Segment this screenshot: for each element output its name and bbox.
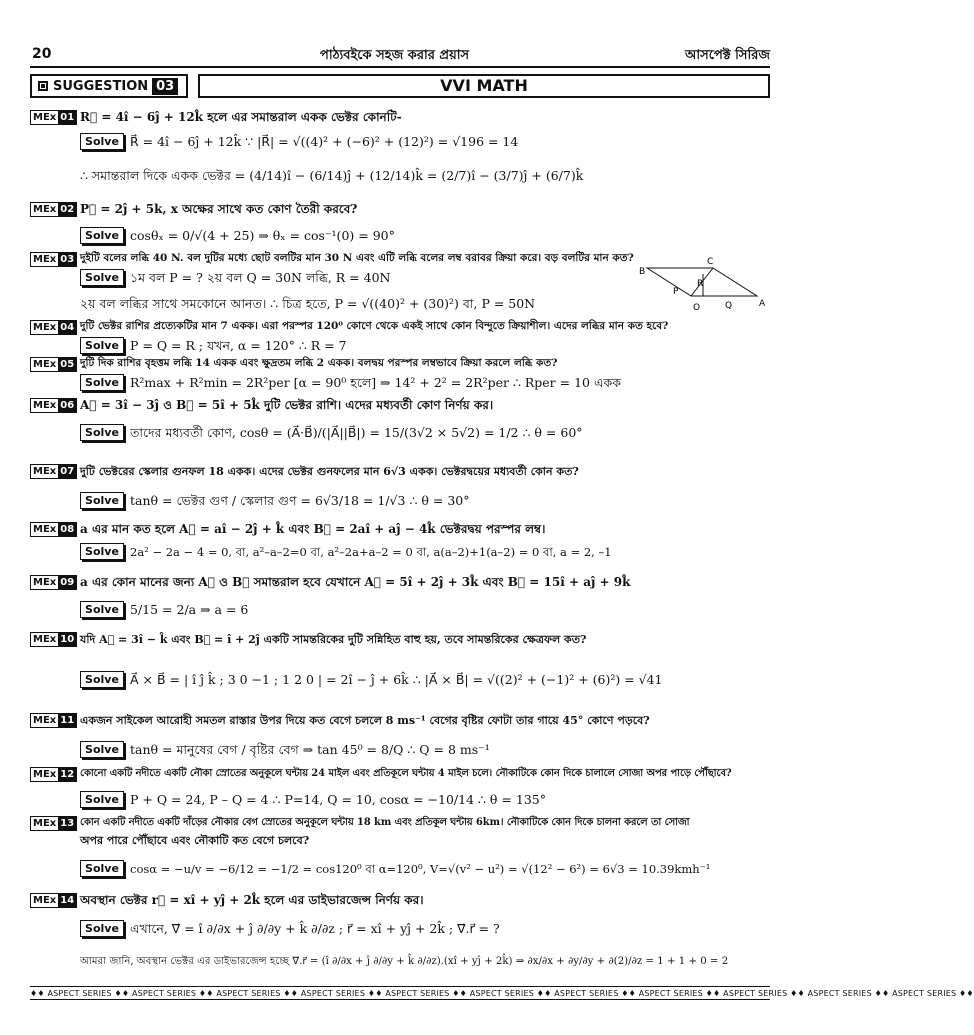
problem-number: 05 [60, 359, 75, 370]
section-title: VVI MATH [198, 74, 770, 98]
diagram-label-a: A [759, 299, 766, 309]
problem-solution: tanθ = মানুষের বেগ / বৃষ্টির বেগ ⇒ tan 45⁰ = 8/Q ∴ Q = 8 ms⁻¹ [130, 742, 490, 757]
problem-label [30, 110, 77, 125]
footer-strip: ♦♦ ASPECT SERIES ♦♦ ASPECT SERIES ♦♦ ASPECT SERIES ♦♦ ASPECT SERIES ♦♦ ASPECT SERIES ♦♦ ASPECT SERIES ♦♦ ASPECT SERIES ♦♦ ASPECT SERIES ♦♦ ASPECT SERIES ♦♦ ASPECT SERIES ♦♦ ASPECT SERIES ♦♦ [30, 986, 770, 1000]
problem-label [30, 893, 77, 908]
problem-solution: R²max + R²min = 2R²per [α = 90⁰ হলে] ⇒ 14² + 2² = 2R²per ∴ Rper = 10 একক [130, 375, 621, 390]
solve-label: Solve [80, 424, 124, 441]
problem-question: P⃗ = 2ĵ + 5k, x অক্ষের সাথে কত কোণ তৈরী করবে? [80, 202, 358, 216]
diagram-label-b: B [639, 267, 646, 277]
solve-label: Solve [80, 492, 124, 509]
problem-solution-extra: আমরা জানি, অবস্থান ভেক্টর এর ডাইভারজেন্স হচ্ছে ∇⃗.r⃗ = (î ∂/∂x + ĵ ∂/∂y + k̂ ∂/∂z).(xî + yĵ + 2k̂) ⇒ ∂x/∂x + ∂y/∂y + ∂(2)/∂z = 1 + 1 + 0 = 2 [80, 956, 729, 967]
suggestion-badge [30, 74, 188, 98]
problem-number: 06 [60, 400, 75, 411]
problem-solution: P = Q = R ; যখন, α = 120° ∴ R = 7 [130, 338, 347, 353]
diagram-label-r: R [697, 279, 704, 289]
problem-label [30, 398, 77, 413]
problem-label [30, 575, 77, 590]
problem-solution: 2a² − 2a − 4 = 0, বা, a²–a–2=0 বা, a²–2a+a–2 = 0 বা, a(a–2)+1(a–2) = 0 বা, a = 2, –1 [130, 545, 612, 559]
diagram-label-c: C [707, 257, 714, 267]
solve-label: Solve [80, 374, 124, 391]
problem-question: a এর কোন মানের জন্য A⃗ ও B⃗ সমান্তরাল হবে যেখানে A⃗ = 5î + 2ĵ + 3k̂ এবং B⃗ = 15î + aĵ + 9k̂ [80, 575, 631, 589]
problem-solution-extra: ২য় বল লব্ধির সাথে সমকোনে আনত। ∴ চিত্র হতে, P = √((40)² + (30)²) বা, P = 50N [80, 296, 536, 311]
problem-number: 12 [60, 769, 75, 780]
problem-question-continued: অপর পারে পৌঁছাবে এবং নৌকাটি কত বেগে চলবে? [80, 834, 310, 847]
mex-label: MEx [33, 400, 57, 411]
problem-solution: 5/15 = 2/a ⇒ a = 6 [130, 602, 249, 617]
problem-number: 02 [60, 204, 75, 215]
problem-number: 04 [60, 322, 75, 333]
mex-label: MEx [33, 769, 57, 780]
problem-question: যদি A⃗ = 3î − k̂ এবং B⃗ = î + 2ĵ একটি সামন্তরিকের দুটি সন্নিহিত বাহু হয়, তবে সামন্তরিকের ক্ষেত্রফল কত? [80, 633, 587, 646]
problem-question: a এর মান কত হলে A⃗ = aî − 2ĵ + k̂ এবং B⃗ = 2aî + aĵ − 4k̂ ভেক্টরদ্বয় পরস্পর লম্ব। [80, 522, 546, 536]
problem-question: দুইটি বলের লব্ধি 40 N. বল দুটির মধ্যে ছোট বলটির মান 30 N এবং এটি লব্ধি বলের লম্ব বরাবর ক্রিয়া করে। বড় বলটির মান কত? [80, 252, 634, 264]
problem-number: 14 [60, 895, 75, 906]
mex-label: MEx [33, 112, 57, 123]
problem-solution: cosα = −u/v = −6/12 = −1/2 = cos120⁰ বা α=120⁰, V=√(v² − u²) = √(12² − 6²) = 6√3 = 10.39kmh⁻¹ [130, 862, 711, 876]
problem-question: কোনো একটি নদীতে একটি নৌকা স্রোতের অনুকূলে ঘন্টায় 24 মাইল এবং প্রতিকূলে ঘন্টায় 4 মাইল চলে। নৌকাটিকে কোন দিকে চালালে সোজা অপর পাড়ে পৌঁছাবে? [80, 768, 732, 779]
problem-number: 03 [60, 254, 75, 265]
solve-label: Solve [80, 337, 124, 354]
mex-label: MEx [33, 634, 57, 645]
problem-question: দুটি দিক রাশির বৃহত্তম লব্ধি 14 একক এবং ক্ষুদ্রতম লব্ধি 2 একক। বলদ্বয় পরস্পর লম্বভাবে ক্রিয়া করলে লব্ধি কত? [80, 357, 558, 369]
mex-label: MEx [33, 359, 57, 370]
mex-label: MEx [33, 322, 57, 333]
problem-solution: এখানে, ∇⃗ = î ∂/∂x + ĵ ∂/∂y + k̂ ∂/∂z ; r⃗ = xî + yĵ + 2k̂ ; ∇⃗.r⃗ = ? [130, 921, 500, 936]
vector-diagram [635, 258, 770, 318]
problem-question: A⃗ = 3î − 3ĵ ও B⃗ = 5î + 5k̂ দুটি ভেক্টর রাশি। এদের মধ্যবর্তী কোণ নির্ণয় কর। [80, 398, 494, 412]
solve-label: Solve [80, 269, 124, 286]
problem-solution: R⃗ = 4î − 6ĵ + 12k̂ ∵ |R⃗| = √((4)² + (−6)² + (12)²) = √196 = 14 [130, 134, 519, 149]
header-rule [30, 66, 770, 68]
problem-number: 01 [60, 112, 75, 123]
problem-number: 11 [60, 715, 75, 726]
suggestion-label: SUGGESTION [53, 78, 149, 94]
page-number: 20 [32, 46, 52, 62]
problem-question: একজন সাইকেল আরোহী সমতল রাস্তার উপর দিয়ে কত বেগে চললে 8 ms⁻¹ বেগের বৃষ্টির ফোটা তার গায়ে 45° কোণে পড়বে? [80, 714, 650, 727]
checkbox-icon [38, 81, 48, 91]
mex-label: MEx [33, 818, 57, 829]
problem-solution: cosθₓ = 0/√(4 + 25) ⇒ θₓ = cos⁻¹(0) = 90° [130, 228, 395, 243]
problem-number: 09 [60, 577, 75, 588]
header-title: পাঠ্যবইকে সহজ করার প্রয়াস [320, 48, 470, 63]
problem-question: কোন একটি নদীতে একটি দাঁড়ের নৌকার বেগ স্রোতের অনুকূলে ঘন্টায় 18 km এবং প্রতিকূল ঘন্টায় 6km। নৌকাটিকে কোন দিকে চালনা করলে তা সোজা [80, 817, 690, 828]
problem-label [30, 816, 77, 831]
problem-label [30, 632, 77, 647]
problem-label [30, 522, 77, 537]
problem-number: 07 [60, 466, 75, 477]
problem-solution: A⃗ × B⃗ = | î ĵ k̂ ; 3 0 −1 ; 1 2 0 | = 2î − ĵ + 6k̂ ∴ |A⃗ × B⃗| = √((2)² + (−1)² + (6)²) = √41 [130, 672, 663, 687]
problem-label [30, 252, 77, 267]
problem-number: 10 [60, 634, 75, 645]
problem-solution: ১ম বল P = ? ২য় বল Q = 30N লব্ধি, R = 40N [130, 270, 391, 285]
problem-question: দুটি ভেক্টরের স্কেলার গুনফল 18 একক। এদের ভেক্টর গুনফলের মান 6√3 একক। ভেক্টরদ্বয়ের মধ্যবর্তী কোন কত? [80, 465, 579, 478]
solve-label: Solve [80, 133, 124, 150]
problem-question: অবস্থান ভেক্টর r⃗ = xî + yĵ + 2k̂ হলে এর ডাইভারজেন্স নির্ণয় কর। [80, 893, 424, 907]
problem-label [30, 320, 77, 335]
problem-number: 08 [60, 524, 75, 535]
mex-label: MEx [33, 577, 57, 588]
solve-label: Solve [80, 860, 124, 877]
problem-label [30, 713, 77, 728]
solve-label: Solve [80, 791, 124, 808]
solve-label: Solve [80, 741, 124, 758]
problem-question: দুটি ভেক্টর রাশির প্রত্যেকটির মান 7 একক। এরা পরস্পর 120⁰ কোণে থেকে একই সাথে কোন বিন্দুতে ক্রিয়াশীল। এদের লব্ধির মান কত হবে? [80, 320, 669, 332]
solve-label: Solve [80, 227, 124, 244]
diagram-label-o: O [693, 303, 701, 313]
solve-label: Solve [80, 543, 124, 560]
mex-label: MEx [33, 204, 57, 215]
solve-label: Solve [80, 601, 124, 618]
problem-number: 13 [60, 818, 75, 829]
problem-solution-extra: ∴ সমান্তরাল দিকে একক ভেক্টর = (4/14)î − (6/14)ĵ + (12/14)k̂ = (2/7)î − (3/7)ĵ + (6/7)k̂ [80, 168, 584, 183]
series-name: আসপেক্ট সিরিজ [685, 48, 770, 63]
mex-label: MEx [33, 895, 57, 906]
problem-label [30, 202, 77, 217]
suggestion-number: 03 [152, 78, 178, 95]
solve-label: Solve [80, 671, 124, 688]
problem-solution: tanθ = ভেক্টর গুণ / স্কেলার গুণ = 6√3/18 = 1/√3 ∴ θ = 30° [130, 493, 470, 508]
mex-label: MEx [33, 254, 57, 265]
solve-label: Solve [80, 920, 124, 937]
problem-label [30, 767, 77, 782]
problem-solution: P + Q = 24, P – Q = 4 ∴ P=14, Q = 10, cosα = −10/14 ∴ θ = 135° [130, 792, 546, 807]
diagram-label-q: Q [725, 301, 733, 311]
diagram-label-p: P [673, 287, 679, 297]
problem-label [30, 464, 77, 479]
problem-solution: তাদের মধ্যবর্তী কোণ, cosθ = (A⃗·B⃗)/(|A⃗||B⃗|) = 15/(3√2 × 5√2) = 1/2 ∴ θ = 60° [130, 425, 583, 440]
problem-label [30, 357, 77, 372]
mex-label: MEx [33, 524, 57, 535]
problem-question: R⃗ = 4î − 6ĵ + 12k̂ হলে এর সমান্তরাল একক ভেক্টর কোনটি- [80, 110, 402, 124]
mex-label: MEx [33, 715, 57, 726]
mex-label: MEx [33, 466, 57, 477]
